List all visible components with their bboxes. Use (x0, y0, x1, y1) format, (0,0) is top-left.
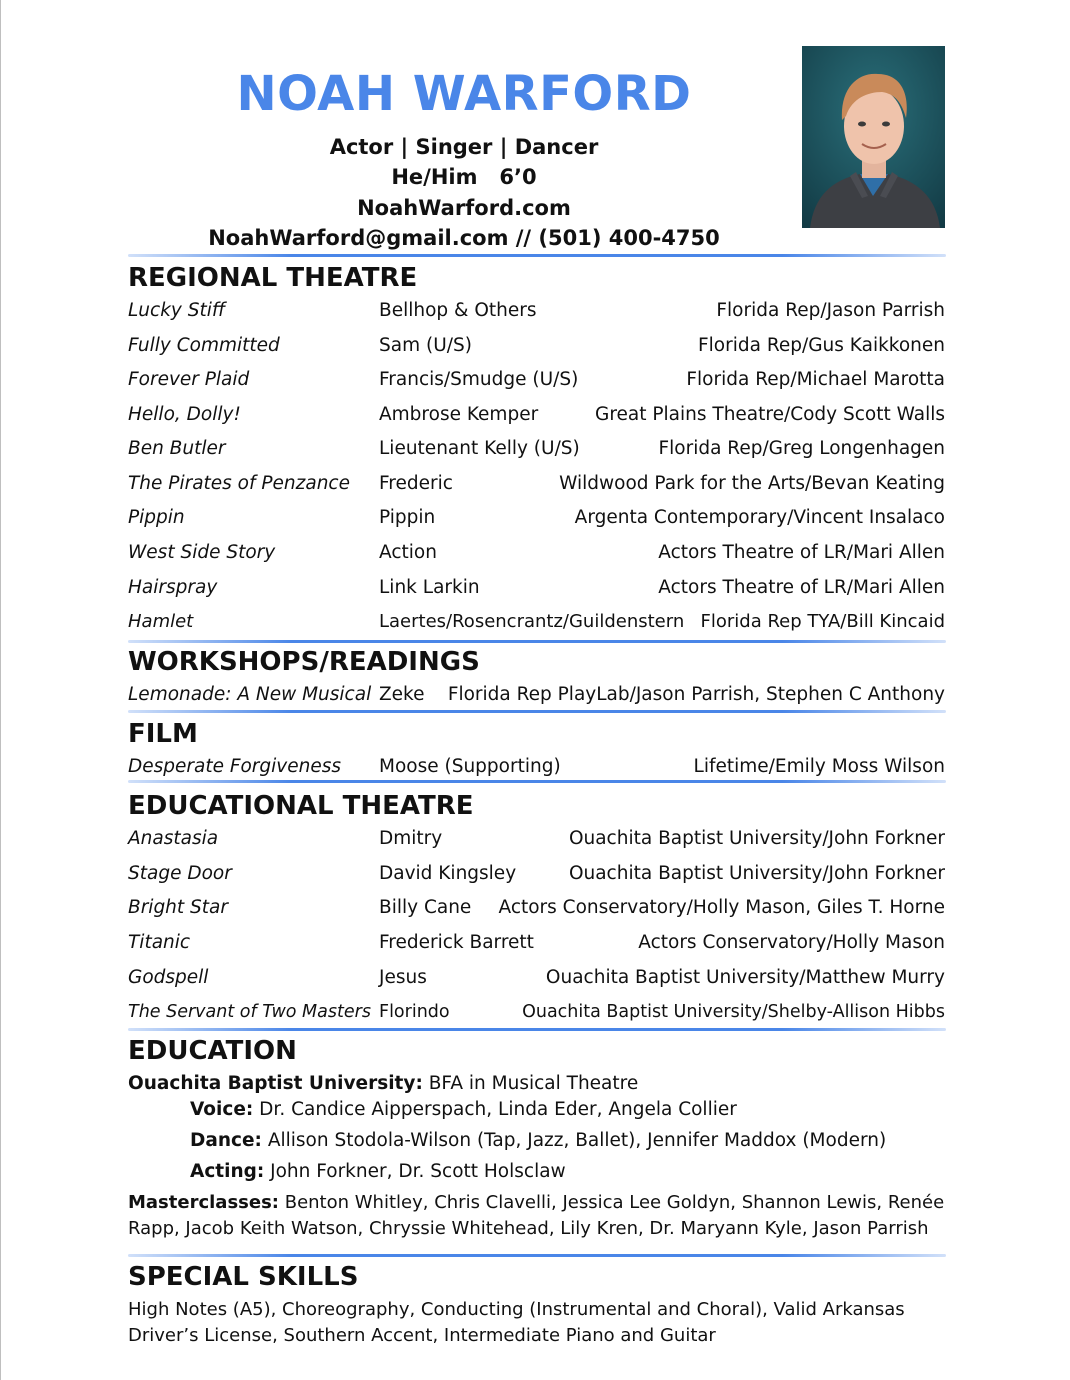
credit-venue: Florida Rep/Jason Parrish (716, 300, 945, 321)
voice-label: Voice: (190, 1099, 254, 1120)
credit-role: Action (379, 542, 437, 563)
credit-show: Stage Door (128, 863, 232, 884)
credit-venue: Actors Conservatory/Holly Mason (638, 932, 945, 953)
tagline: Actor | Singer | Dancer (329, 135, 599, 159)
credit-venue: Ouachita Baptist University/Matthew Murry (545, 967, 945, 988)
credit-role: Sam (U/S) (379, 335, 472, 356)
credit-role: Bellhop & Others (379, 300, 537, 321)
credit-show: Pippin (128, 507, 185, 528)
credit-venue: Ouachita Baptist University/Shelby-Allison Hibbs (522, 1002, 945, 1022)
divider (128, 1028, 946, 1031)
credit-show: Forever Plaid (128, 369, 250, 390)
page-edge (0, 0, 1, 1380)
credit-row (128, 434, 945, 464)
credit-row (128, 331, 945, 361)
credit-show: Fully Committed (128, 335, 280, 356)
credit-venue: Actors Theatre of LR/Mari Allen (658, 542, 945, 563)
website-link[interactable]: NoahWarford.com (357, 196, 571, 220)
credit-show: The Servant of Two Masters (128, 1002, 371, 1022)
credit-venue: Actors Theatre of LR/Mari Allen (658, 577, 945, 598)
credit-show: Hairspray (128, 577, 218, 598)
credit-show: Ben Butler (128, 438, 226, 459)
credit-venue: Florida Rep TYA/Bill Kincaid (700, 611, 945, 632)
education-acting (190, 1159, 566, 1185)
credit-row (128, 503, 945, 533)
headshot-photo (802, 46, 945, 228)
credit-role: Frederic (379, 473, 453, 494)
credit-role: Laertes/Rosencrantz/Guildenstern (379, 611, 685, 632)
section-title-film: FILM (128, 719, 198, 749)
credit-venue: Florida Rep/Michael Marotta (686, 369, 945, 390)
credit-venue: Florida Rep/Gus Kaikkonen (698, 335, 945, 356)
credit-row (128, 997, 945, 1027)
credit-show: Lemonade: A New Musical (128, 684, 372, 705)
credit-role: Dmitry (379, 828, 443, 849)
credit-show: Anastasia (128, 828, 219, 849)
divider (128, 1254, 946, 1257)
credit-role: Lieutenant Kelly (U/S) (379, 438, 580, 459)
section-title-special-skills: SPECIAL SKILLS (128, 1262, 359, 1292)
divider (128, 780, 946, 783)
credit-row (128, 365, 945, 395)
credit-row (128, 928, 945, 958)
actor-name: NOAH WARFORD (236, 66, 692, 122)
credit-row (128, 573, 945, 603)
credit-venue: Florida Rep PlayLab/Jason Parrish, Stephen C Anthony (447, 684, 945, 705)
masterclasses-label: Masterclasses: (128, 1192, 279, 1213)
section-title-regional-theatre: REGIONAL THEATRE (128, 263, 418, 293)
credit-role: Link Larkin (379, 577, 480, 598)
credit-role: Billy Cane (379, 897, 472, 918)
voice-value: Dr. Candice Aipperspach, Linda Eder, Angela Collier (253, 1099, 737, 1120)
credit-venue: Ouachita Baptist University/John Forkner (568, 863, 945, 884)
dance-value: Allison Stodola-Wilson (Tap, Jazz, Ballet), Jennifer Maddox (Modern) (261, 1130, 887, 1151)
credit-row (128, 680, 945, 710)
credit-show: The Pirates of Penzance (128, 473, 350, 494)
credit-row (128, 824, 945, 854)
credit-show: Titanic (128, 932, 191, 953)
credit-row (128, 607, 945, 637)
divider (128, 254, 946, 257)
special-skills-text: High Notes (A5), Choreography, Conducting (Instrumental and Choral), Valid Arkansas Driver’s License, Southern Accent, Intermediate Piano and Guitar (128, 1299, 905, 1346)
credit-show: Lucky Stiff (128, 300, 226, 321)
credit-row (128, 469, 945, 499)
credit-role: Zeke (379, 684, 425, 705)
school-value: BFA in Musical Theatre (422, 1073, 639, 1094)
credit-role: Jesus (379, 967, 427, 988)
credit-row (128, 296, 945, 326)
credit-venue: Wildwood Park for the Arts/Bevan Keating (559, 473, 945, 494)
school-label: Ouachita Baptist University: (128, 1073, 423, 1094)
masterclasses-value: Benton Whitley, Chris Clavelli, Jessica Lee Goldyn, Shannon Lewis, Renée Rapp, Jacob Keith Watson, Chryssie Whitehead, Lily Kren, Dr. Maryann Kyle, Jason Parrish (128, 1192, 945, 1239)
education-school (128, 1071, 638, 1097)
acting-label: Acting: (190, 1161, 265, 1182)
credit-venue: Ouachita Baptist University/John Forkner (568, 828, 945, 849)
credit-role: Francis/Smudge (U/S) (379, 369, 579, 390)
credit-row (128, 752, 945, 782)
credit-venue: Great Plains Theatre/Cody Scott Walls (594, 404, 945, 425)
credit-role: Moose (Supporting) (379, 756, 561, 777)
credit-row (128, 963, 945, 993)
credit-venue: Florida Rep/Greg Longenhagen (658, 438, 945, 459)
credit-role: Ambrose Kemper (379, 404, 539, 425)
section-title-educational-theatre: EDUCATIONAL THEATRE (128, 791, 474, 821)
credit-role: Frederick Barrett (379, 932, 534, 953)
credit-role: Pippin (379, 507, 436, 528)
credit-show: Hello, Dolly! (128, 404, 241, 425)
dance-label: Dance: (190, 1130, 262, 1151)
pronouns-height: He/Him 6’0 (391, 165, 537, 189)
acting-value: John Forkner, Dr. Scott Holsclaw (264, 1161, 566, 1182)
divider (128, 710, 946, 713)
credit-row (128, 893, 945, 923)
credit-row (128, 400, 945, 430)
credit-show: Bright Star (128, 897, 228, 918)
divider (128, 640, 946, 643)
education-masterclasses (128, 1190, 948, 1242)
credit-venue: Actors Conservatory/Holly Mason, Giles T. Horne (498, 897, 945, 918)
credit-show: Desperate Forgiveness (128, 756, 342, 777)
section-title-education: EDUCATION (128, 1036, 297, 1066)
credit-row (128, 859, 945, 889)
section-title-workshops-readings: WORKSHOPS/READINGS (128, 647, 480, 677)
credit-show: Hamlet (128, 611, 194, 632)
credit-role: David Kingsley (379, 863, 517, 884)
education-voice (190, 1097, 737, 1123)
credit-row (128, 538, 945, 568)
credit-show: Godspell (128, 967, 209, 988)
education-dance (190, 1128, 886, 1154)
credit-role: Florindo (379, 1002, 450, 1022)
email-phone[interactable]: NoahWarford@gmail.com // (501) 400-4750 (208, 226, 720, 250)
credit-venue: Argenta Contemporary/Vincent Insalaco (574, 507, 945, 528)
credit-venue: Lifetime/Emily Moss Wilson (693, 756, 945, 777)
credit-show: West Side Story (128, 542, 276, 563)
